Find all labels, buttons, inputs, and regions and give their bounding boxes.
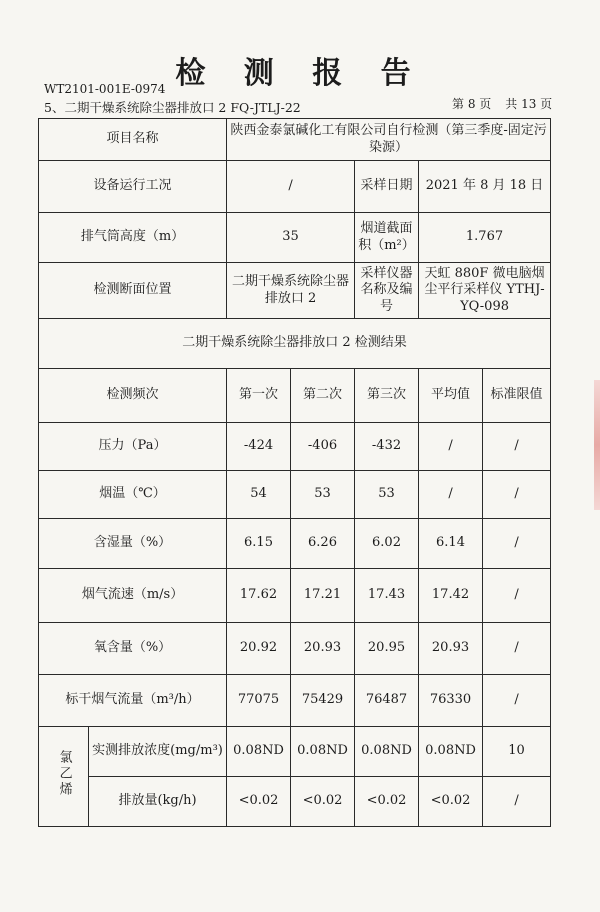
row-label: 排放量(kg/h) [89,777,227,827]
cell-value: / [483,471,551,519]
report-table [38,118,551,827]
sample-date-value: 2021 年 8 月 18 日 [419,161,551,213]
page-title: 检 测 报 告 [175,56,425,91]
cell-value: / [483,569,551,623]
cell-value: 17.43 [355,569,419,623]
pollutant-row [39,777,551,827]
cell-value: 17.21 [291,569,355,623]
instrument-value: 天虹 880F 微电脑烟尘平行采样仪 YTHJ-YQ-098 [419,263,551,319]
cell-value: 76330 [419,675,483,727]
header-third: 第三次 [355,369,419,423]
stack-height-value: 35 [227,213,355,263]
project-label: 项目名称 [39,119,227,161]
table-row [39,471,551,519]
cell-value: / [483,623,551,675]
row-label: 含湿量（%） [39,519,227,569]
header-frequency: 检测频次 [39,369,227,423]
row-label: 烟气流速（m/s） [39,569,227,623]
section-subtitle: 5、二期干燥系统除尘器排放口 2 FQ-JTLJ-22 [44,100,301,115]
cell-value: / [483,423,551,471]
stack-height-label: 排气筒高度（m） [39,213,227,263]
cell-value: 6.14 [419,519,483,569]
info-row-stack [39,213,551,263]
table-row [39,423,551,471]
flue-area-value: 1.767 [419,213,551,263]
cell-value: 54 [227,471,291,519]
cell-value: 53 [291,471,355,519]
cell-value: 20.92 [227,623,291,675]
row-label: 氧含量（%） [39,623,227,675]
cell-value: / [419,423,483,471]
row-label: 实测排放浓度(mg/m³) [89,727,227,777]
cell-value: 0.08ND [419,727,483,777]
cell-value: <0.02 [227,777,291,827]
sample-date-label: 采样日期 [355,161,419,213]
info-row-section [39,263,551,319]
pollutant-name: 氯乙烯 [56,749,72,798]
flue-area-label: 烟道截面积（m²） [355,213,419,263]
results-title: 二期干燥系统除尘器排放口 2 检测结果 [39,319,551,369]
cell-value: -424 [227,423,291,471]
condition-label: 设备运行工况 [39,161,227,213]
instrument-label: 采样仪器名称及编号 [355,263,419,319]
cell-value: 0.08ND [355,727,419,777]
header-limit: 标准限值 [483,369,551,423]
cell-value: -406 [291,423,355,471]
cell-value: <0.02 [291,777,355,827]
cell-value: 77075 [227,675,291,727]
page-info [452,95,552,112]
table-row [39,519,551,569]
header-first: 第一次 [227,369,291,423]
cell-value: -432 [355,423,419,471]
cell-value: 76487 [355,675,419,727]
cell-value: 6.26 [291,519,355,569]
pollutant-row [39,727,551,777]
section-label: 检测断面位置 [39,263,227,319]
cell-value: 20.93 [419,623,483,675]
cell-value: / [419,471,483,519]
header-average: 平均值 [419,369,483,423]
cell-value: 10 [483,727,551,777]
cell-value: 20.93 [291,623,355,675]
info-row-project [39,119,551,161]
project-value: 陕西金泰氯碱化工有限公司自行检测（第三季度-固定污染源） [227,119,551,161]
cell-value: 0.08ND [227,727,291,777]
results-title-row [39,319,551,369]
table-row [39,569,551,623]
table-row [39,623,551,675]
cell-value: 0.08ND [291,727,355,777]
cell-value: 17.62 [227,569,291,623]
page-total: 共 13 页 [505,97,553,111]
cell-value: / [483,777,551,827]
section-value: 二期干燥系统除尘器排放口 2 [227,263,355,319]
cell-value: 6.15 [227,519,291,569]
cell-value: 20.95 [355,623,419,675]
document-number: WT2101-001E-0974 [44,82,166,96]
cell-value: / [483,519,551,569]
cell-value: 53 [355,471,419,519]
cell-value: 17.42 [419,569,483,623]
row-label: 烟温（℃） [39,471,227,519]
cell-value: 75429 [291,675,355,727]
page-edge-decoration [594,380,600,510]
row-label: 标干烟气流量（m³/h） [39,675,227,727]
cell-value: <0.02 [355,777,419,827]
condition-value: / [227,161,355,213]
page-current: 第 8 页 [452,97,492,111]
header-row [39,369,551,423]
cell-value: / [483,675,551,727]
cell-value: 6.02 [355,519,419,569]
cell-value: <0.02 [419,777,483,827]
header-second: 第二次 [291,369,355,423]
table-row [39,675,551,727]
row-label: 压力（Pa） [39,423,227,471]
info-row-condition [39,161,551,213]
pollutant-name-cell [39,727,89,827]
